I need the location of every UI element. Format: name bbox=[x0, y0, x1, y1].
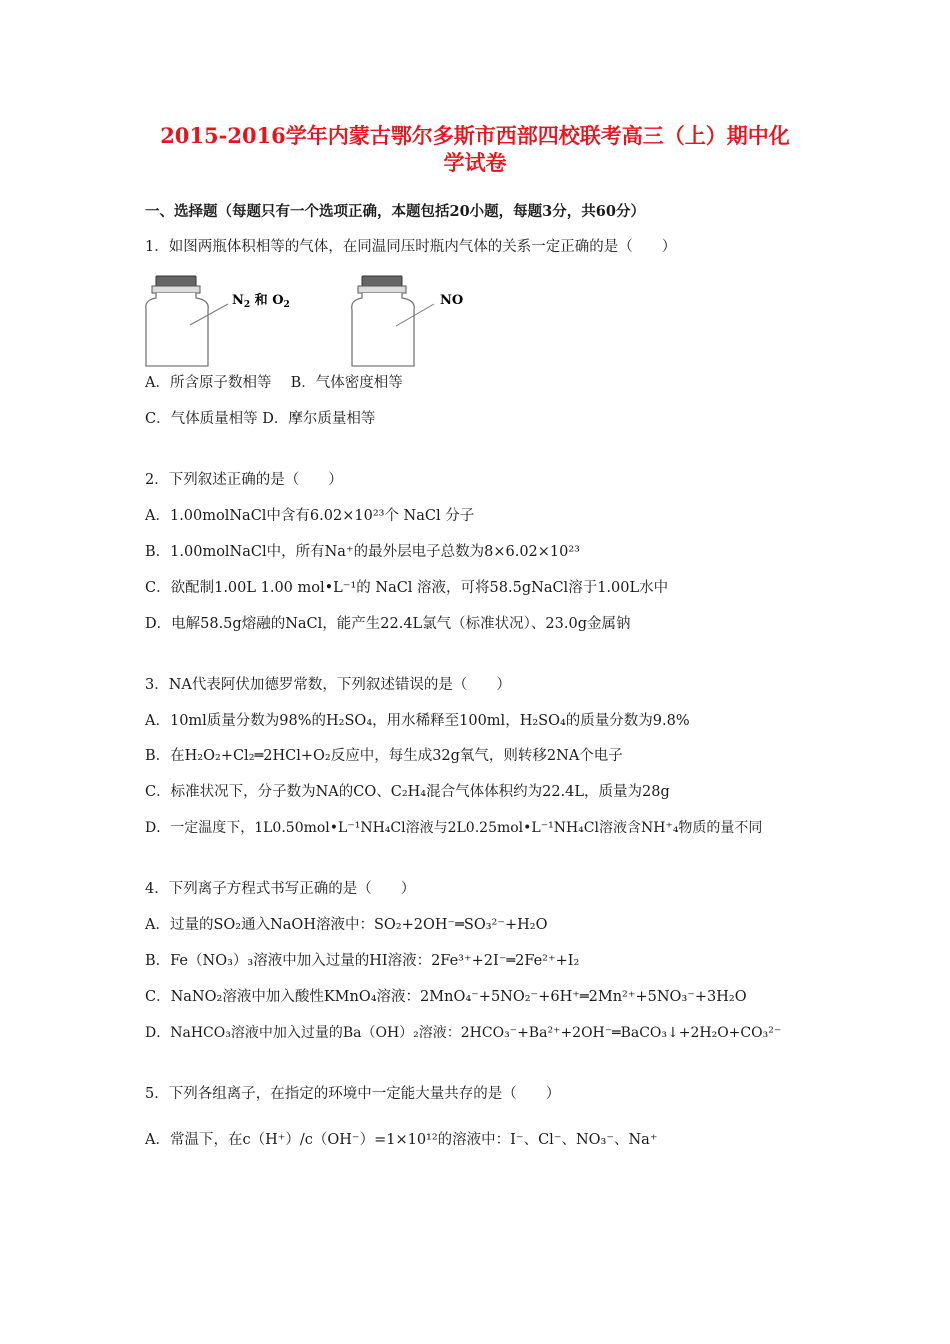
title-line-2: 学试卷 bbox=[443, 150, 507, 175]
question-5-option-a: A．常温下，在c（H⁺）/c（OH⁻）=1×10¹²的溶液中：I⁻、Cl⁻、NO₃⁻、Na⁺ bbox=[145, 1132, 658, 1148]
question-4-option-b: B．Fe（NO₃）₃溶液中加入过量的HI溶液：2Fe³⁺+2I⁻═2Fe²⁺+I₂ bbox=[145, 953, 580, 969]
document-title bbox=[0, 122, 950, 176]
question-4-option-d: D．NaHCO₃溶液中加入过量的Ba（OH）₂溶液：2HCO₃⁻+Ba²⁺+2OH⁻═BaCO₃↓+2H₂O+CO₃²⁻ bbox=[145, 1025, 782, 1041]
question-1-option-ab: A．所含原子数相等 B．气体密度相等 bbox=[145, 375, 403, 391]
question-2-option-b: B．1.00molNaCl中，所有Na⁺的最外层电子总数为8×6.02×10²³ bbox=[145, 544, 580, 560]
gas-bottles-figure bbox=[140, 270, 480, 375]
section-heading: 一、选择题（每题只有一个选项正确，本题包括20小题，每题3分，共60分） bbox=[145, 203, 645, 220]
question-3-option-d: D．一定温度下，1L0.50mol•L⁻¹NH₄Cl溶液与2L0.25mol•L⁻¹NH₄Cl溶液含NH⁺₄物质的量不同 bbox=[145, 820, 763, 836]
question-2-option-c: C．欲配制1.00L 1.00 mol•L⁻¹的 NaCl 溶液，可将58.5gNaCl溶于1.00L水中 bbox=[145, 580, 669, 596]
question-1-option-cd: C．气体质量相等 D．摩尔质量相等 bbox=[145, 411, 376, 427]
question-3-stem: 3．NA代表阿伏加德罗常数，下列叙述错误的是（ ） bbox=[145, 677, 511, 693]
left-bottle bbox=[146, 276, 228, 366]
question-4-option-c: C．NaNO₂溶液中加入酸性KMnO₄溶液：2MnO₄⁻+5NO₂⁻+6H⁺═2Mn²⁺+5NO₃⁻+3H₂O bbox=[145, 989, 747, 1005]
right-bottle-label: NO bbox=[440, 293, 464, 308]
question-2-option-d: D．电解58.5g熔融的NaCl，能产生22.4L氯气（标准状况）、23.0g金属钠 bbox=[145, 616, 631, 632]
right-bottle bbox=[352, 276, 434, 366]
question-5-stem: 5．下列各组离子，在指定的环境中一定能大量共存的是（ ） bbox=[145, 1086, 561, 1102]
question-1-stem: 1．如图两瓶体积相等的气体，在同温同压时瓶内气体的关系一定正确的是（ ） bbox=[145, 239, 677, 255]
question-4-stem: 4．下列离子方程式书写正确的是（ ） bbox=[145, 881, 416, 897]
question-4-option-a: A．过量的SO₂通入NaOH溶液中：SO₂+2OH⁻═SO₃²⁻+H₂O bbox=[145, 917, 548, 933]
question-3-option-a: A．10ml质量分数为98%的H₂SO₄，用水稀释至100ml，H₂SO₄的质量分数为9.8% bbox=[145, 713, 690, 729]
title-line-1: 2015-2016学年内蒙古鄂尔多斯市西部四校联考高三（上）期中化 bbox=[160, 123, 790, 148]
question-3-option-c: C．标准状况下，分子数为NA的CO、C₂H₄混合气体体积约为22.4L，质量为28g bbox=[145, 784, 670, 800]
left-bottle-label: $N_2$ 和 $O_2$ bbox=[232, 293, 290, 310]
question-3-option-b: B．在H₂O₂+Cl₂═2HCl+O₂反应中，每生成32g氧气，则转移2NA个电子 bbox=[145, 748, 623, 764]
question-2-option-a: A．1.00molNaCl中含有6.02×10²³个 NaCl 分子 bbox=[145, 508, 475, 524]
question-2-stem: 2．下列叙述正确的是（ ） bbox=[145, 472, 343, 488]
